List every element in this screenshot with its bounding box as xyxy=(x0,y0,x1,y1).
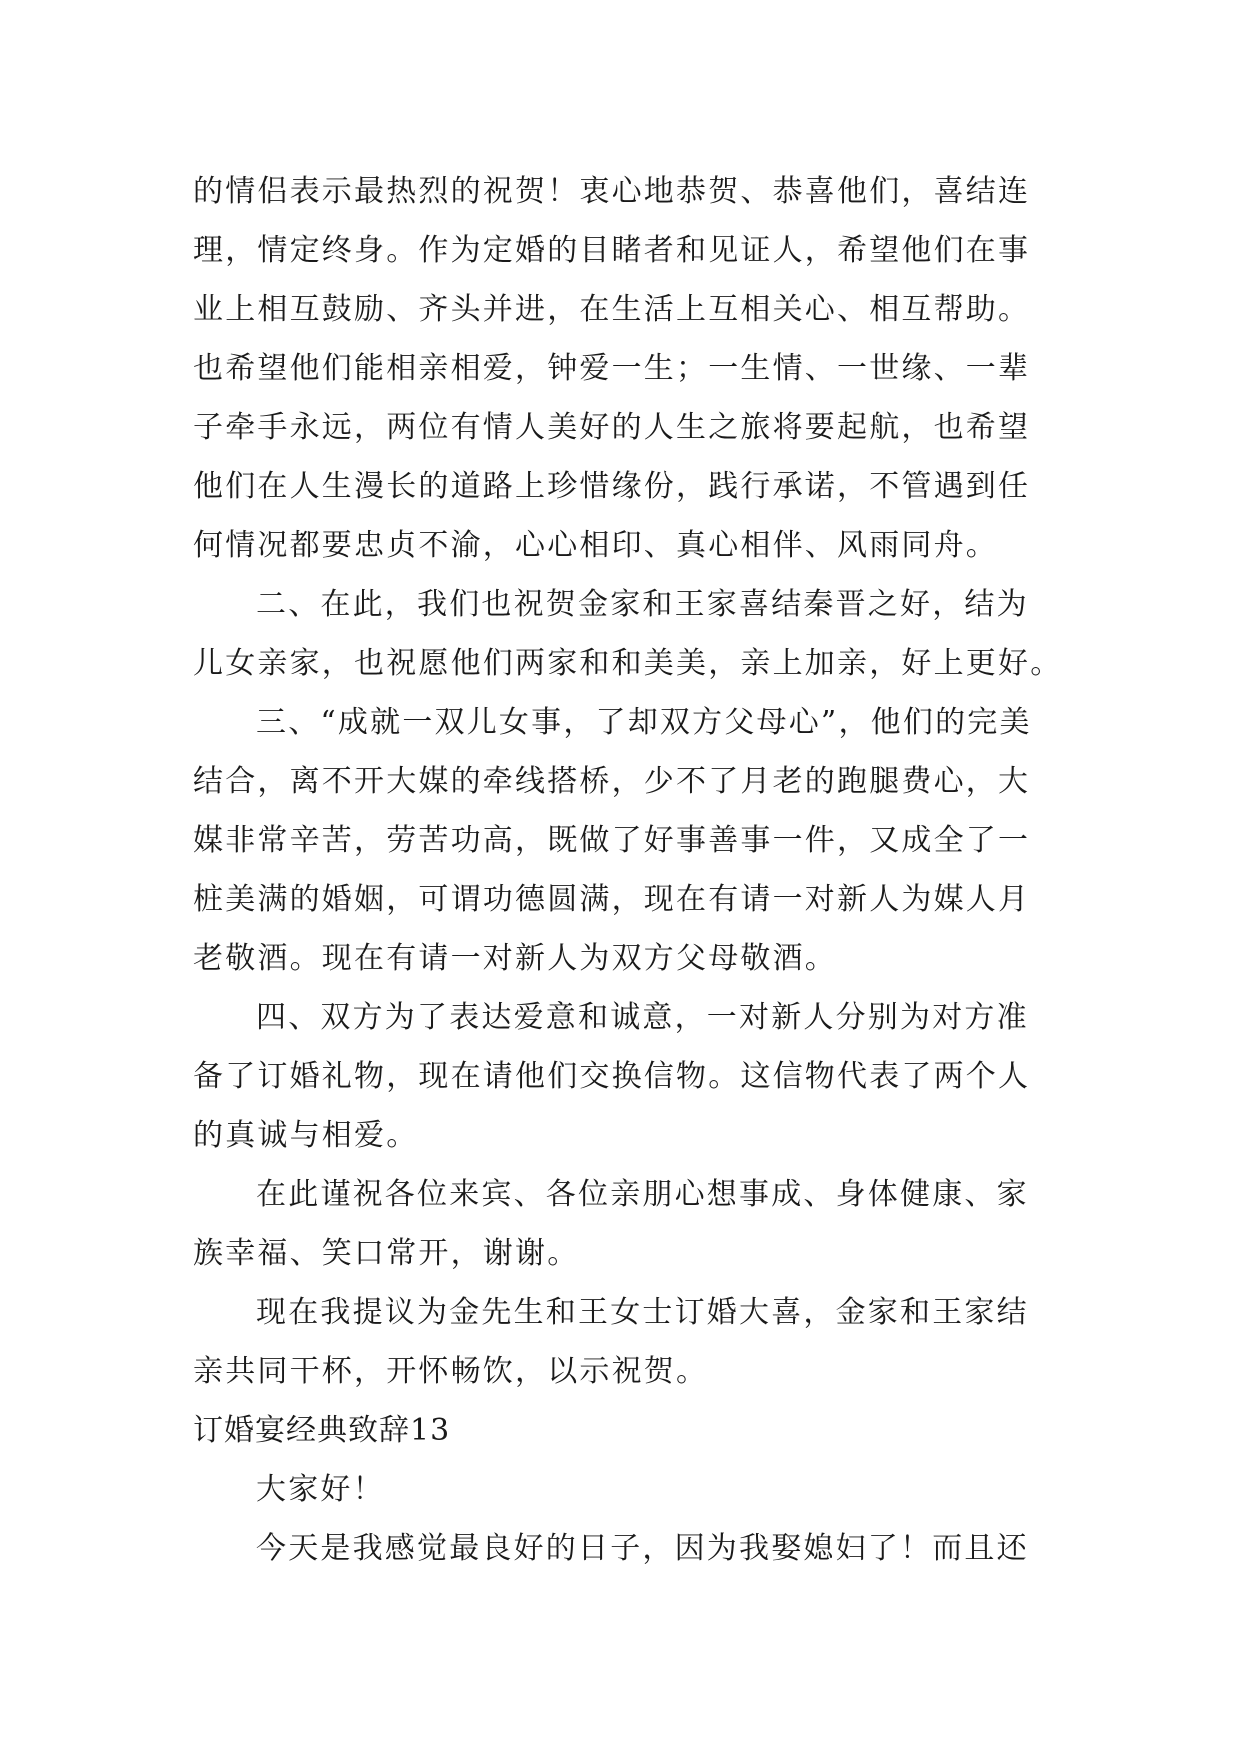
paragraph-4-line-3: 的真诚与相爱。 xyxy=(193,1118,419,1153)
paragraph-2-line-1: 二、在此，我们也祝贺金家和王家喜结秦晋之好，结为 xyxy=(256,587,1029,622)
paragraph-2-line-2: 儿女亲家，也祝愿他们两家和和美美，亲上加亲，好上更好。 xyxy=(193,646,1063,681)
paragraph-3-line-2: 结合，离不开大媒的牵线搭桥，少不了月老的跑腿费心，大 xyxy=(193,764,1031,799)
paragraph-4-line-1: 四、双方为了表达爱意和诚意，一对新人分别为对方准 xyxy=(256,1000,1029,1035)
paragraph-3-line-4: 桩美满的婚姻，可谓功德圆满，现在有请一对新人为媒人月 xyxy=(193,882,1031,917)
body-line-5: 子牵手永远，两位有情人美好的人生之旅将要起航，也希望 xyxy=(193,410,1031,445)
body-line-3: 业上相互鼓励、齐头并进，在生活上互相关心、相互帮助。 xyxy=(193,292,1031,327)
body-line-6: 他们在人生漫长的道路上珍惜缘份，践行承诺，不管遇到任 xyxy=(193,469,1031,504)
body-line-2: 理，情定终身。作为定婚的目睹者和见证人，希望他们在事 xyxy=(193,233,1031,268)
paragraph-5-line-1: 在此谨祝各位来宾、各位亲朋心想事成、身体健康、家 xyxy=(256,1177,1029,1212)
section-heading: 订婚宴经典致辞13 xyxy=(193,1413,451,1448)
body-line-4: 也希望他们能相亲相爱，钟爱一生；一生情、一世缘、一辈 xyxy=(193,351,1031,386)
greeting-line: 大家好！ xyxy=(256,1472,385,1507)
paragraph-4-line-2: 备了订婚礼物，现在请他们交换信物。这信物代表了两个人 xyxy=(193,1059,1031,1094)
paragraph-3-line-5: 老敬酒。现在有请一对新人为双方父母敬酒。 xyxy=(193,941,837,976)
paragraph-3-line-1: 三、“成就一双儿女事，了却双方父母心”，他们的完美 xyxy=(256,705,1032,740)
body-line-7: 何情况都要忠贞不渝，心心相印、真心相伴、风雨同舟。 xyxy=(193,528,998,563)
document-body xyxy=(193,162,1073,1578)
body-line-1: 的情侣表示最热烈的祝贺！衷心地恭贺、恭喜他们，喜结连 xyxy=(193,174,1031,209)
speech-opening-line: 今天是我感觉最良好的日子，因为我娶媳妇了！而且还 xyxy=(256,1531,1029,1566)
paragraph-6-line-1: 现在我提议为金先生和王女士订婚大喜，金家和王家结 xyxy=(256,1295,1029,1330)
paragraph-5-line-2: 族幸福、笑口常开，谢谢。 xyxy=(193,1236,580,1271)
paragraph-6-line-2: 亲共同干杯，开怀畅饮，以示祝贺。 xyxy=(193,1354,709,1389)
paragraph-3-line-3: 媒非常辛苦，劳苦功高，既做了好事善事一件，又成全了一 xyxy=(193,823,1031,858)
